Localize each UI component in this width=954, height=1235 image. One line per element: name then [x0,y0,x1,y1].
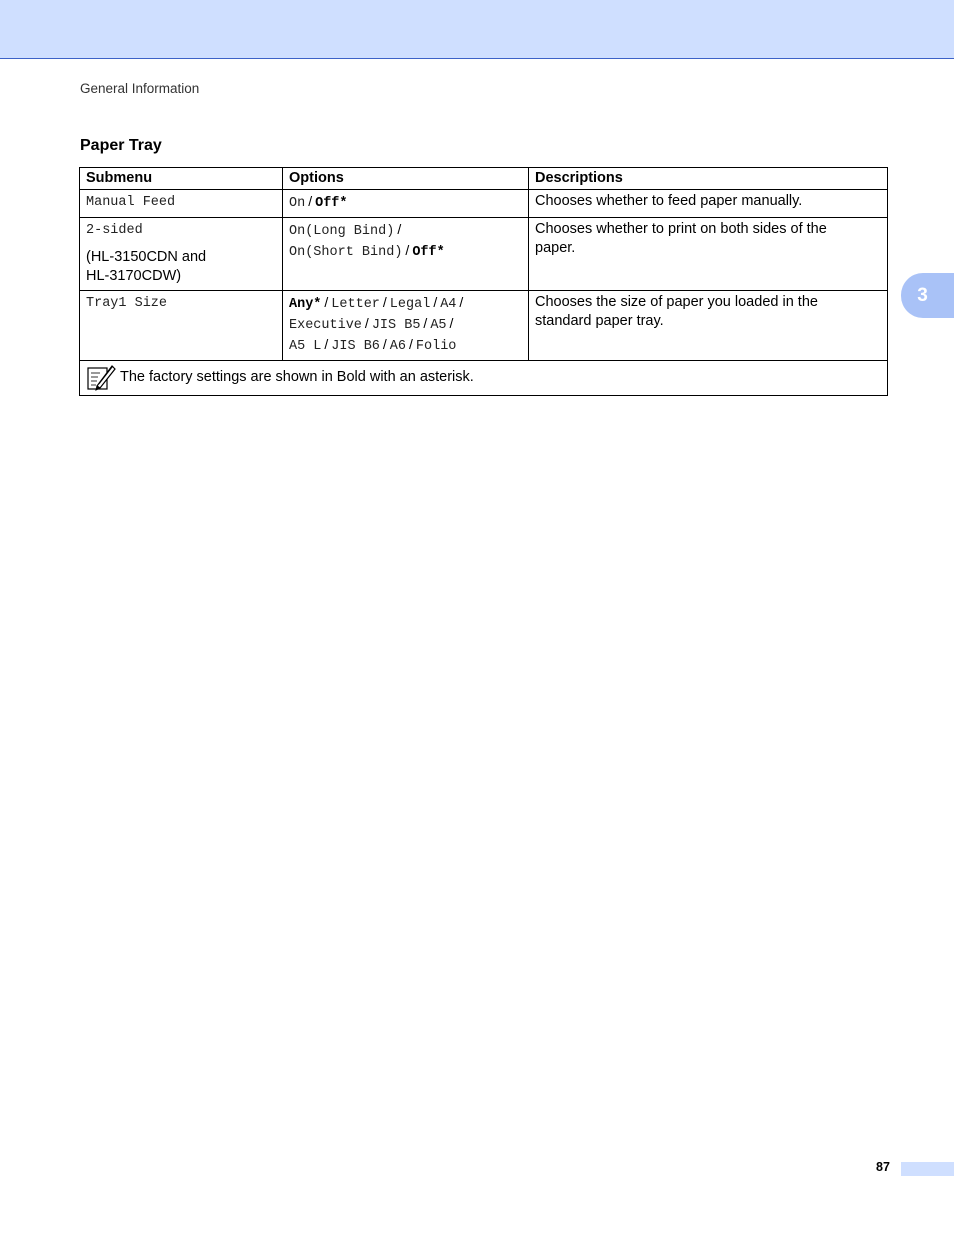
option-separator: / [423,315,428,331]
option-value: Executive [289,318,362,333]
option-separator: / [364,315,369,331]
header-band [0,0,954,59]
header-options: Options [283,168,529,190]
table-header-row [80,168,888,190]
section-title: Paper Tray [80,137,162,154]
options-cell [283,190,529,218]
table-row [80,218,888,291]
options-cell [283,291,529,361]
options-cell [283,218,529,291]
option-separator: / [397,221,402,237]
note-text: The factory settings are shown in Bold with an asterisk. [120,368,474,385]
option-default-value: Any* [289,297,322,312]
description-text: Chooses the size of paper you loaded in the [535,294,818,310]
chapter-tab[interactable] [901,273,954,318]
submenu-cell [80,291,283,361]
model-note: HL-3170CDW) [86,268,182,284]
breadcrumb: General Information [80,81,200,96]
table-row [80,291,888,361]
option-value: JIS B5 [371,318,421,333]
option-value: On(Long Bind) [289,224,395,239]
page-number: 87 [876,1160,890,1174]
option-value: On(Short Bind) [289,245,403,260]
option-value: Legal [389,297,431,312]
description-cell [529,291,888,361]
option-value: A5 L [289,339,322,354]
submenu-name: 2-sided [86,223,143,238]
chapter-number: 3 [917,284,928,306]
header-descriptions: Descriptions [529,168,888,190]
note-pencil-icon [86,363,116,391]
description-text: paper. [535,240,576,256]
model-note: (HL-3150CDN and [86,249,207,265]
settings-table [79,167,888,396]
option-separator: / [433,294,438,310]
option-default-value: Off* [315,196,348,211]
submenu-name: Tray1 Size [86,296,168,311]
header-submenu: Submenu [80,168,283,190]
option-separator: / [382,294,387,310]
option-value: A5 [430,318,447,333]
description-text: Chooses whether to print on both sides of the [535,221,827,237]
footer-band [901,1162,954,1176]
option-separator: / [308,193,313,209]
option-separator: / [459,294,464,310]
option-value: On [289,196,306,211]
option-separator: / [324,336,329,352]
option-separator: / [405,242,410,258]
submenu-name: Manual Feed [86,195,176,210]
note-cell [80,361,888,396]
option-separator: / [409,336,413,352]
option-separator: / [382,336,387,352]
option-value: A6 [389,339,406,354]
option-value: A4 [440,297,457,312]
option-separator: / [449,315,454,331]
submenu-cell [80,190,283,218]
option-separator: / [324,294,329,310]
submenu-cell [80,218,283,291]
description-text: standard paper tray. [535,313,664,329]
note-row [80,361,888,396]
option-default-value: Off* [412,245,445,260]
description-cell [529,218,888,291]
option-value: Folio [415,339,457,354]
option-value: Letter [331,297,380,312]
option-value: JIS B6 [331,339,380,354]
description-cell: Chooses whether to feed paper manually. [529,190,888,218]
table-row [80,190,888,218]
